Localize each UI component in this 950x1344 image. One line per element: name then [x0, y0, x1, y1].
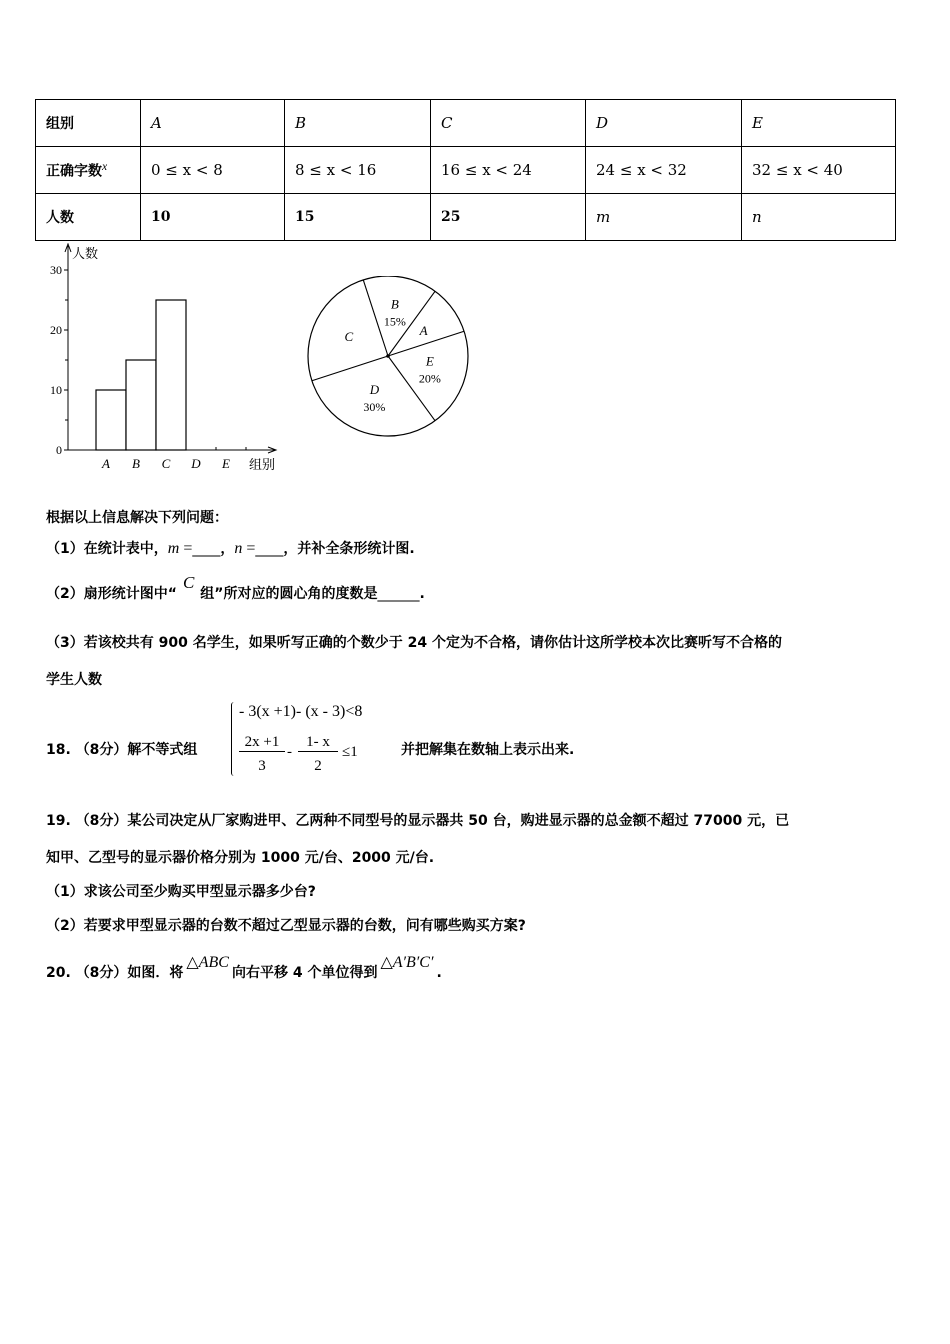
group-cell-e: E	[742, 100, 896, 147]
pie-label-e: E	[425, 353, 434, 369]
question-1	[46, 538, 415, 558]
question-2-mid: 组”所对应的圆心角的度数是	[200, 586, 378, 602]
pie-chart	[300, 276, 480, 446]
row-label-correct-count	[36, 147, 141, 194]
x-tick-label-c: C	[161, 456, 171, 471]
problem-18-label: 18. （8分）解不等式组	[46, 742, 198, 758]
row-label-group: 组别	[36, 100, 141, 147]
y-tick-label: 30	[50, 263, 62, 277]
pie-percent-d: 30%	[363, 399, 386, 414]
pie-percent-e: 20%	[418, 371, 441, 386]
fraction-2-denominator: 2	[314, 758, 322, 774]
pie-label-d: D	[369, 381, 380, 397]
equals-n: =	[242, 540, 256, 557]
x-axis-label: 组别	[249, 457, 276, 472]
separator: ，	[220, 541, 235, 557]
table-row-group	[36, 100, 896, 147]
blank-angle[interactable]: ______	[377, 586, 420, 602]
problem-20-label: 20. （8分）如图．将	[46, 965, 184, 981]
problem-18-suffix: 并把解集在数轴上表示出来.	[401, 742, 575, 758]
blank-n[interactable]: ____	[255, 541, 284, 557]
triangle-abc-prime: △A′B′C′	[380, 954, 434, 971]
intro-text: 根据以上信息解决下列问题：	[46, 510, 228, 526]
row-label-people: 人数	[36, 194, 141, 241]
x-tick-label-d: D	[191, 456, 201, 471]
problem-20-end: .	[436, 965, 442, 981]
problem-19-sub-1: （1）求该公司至少购买甲型显示器多少台?	[46, 884, 316, 900]
question-2-prefix: （2）扇形统计图中“	[46, 586, 177, 602]
problem-19-line-2: 知甲、乙型号的显示器价格分别为 1000 元/台、2000 元/台.	[46, 850, 435, 866]
question-1-suffix: ，并补全条形统计图.	[283, 541, 415, 557]
x-tick-label-e: E	[222, 456, 230, 471]
x-tick-label-b: B	[132, 456, 140, 471]
pie-center	[386, 354, 390, 358]
question-2	[46, 573, 425, 603]
variable-m: m	[167, 540, 180, 557]
range-cell-b: 8 ≤ x < 16	[285, 147, 431, 194]
variable-n: n	[234, 540, 243, 557]
count-cell-c: 25	[431, 194, 586, 241]
question-3-line-2: 学生人数	[46, 672, 102, 688]
y-tick-label: 10	[50, 383, 62, 397]
pie-label-b: B	[390, 296, 399, 312]
equals-m: =	[179, 540, 193, 557]
range-cell-d: 24 ≤ x < 32	[586, 147, 742, 194]
question-1-prefix: （1）在统计表中，	[46, 541, 168, 557]
pie-label-c: C	[344, 329, 354, 345]
x-tick-label-a: A	[102, 456, 110, 471]
range-cell-e: 32 ≤ x < 40	[742, 147, 896, 194]
bar-chart-bars	[96, 300, 186, 450]
range-cell-c: 16 ≤ x < 24	[431, 147, 586, 194]
problem-20-mid: 向右平移 4 个单位得到	[231, 965, 378, 981]
bar-b	[126, 360, 156, 450]
pie-chart-slices	[308, 276, 468, 436]
question-2-end: .	[419, 586, 425, 602]
group-c-label: C	[182, 573, 195, 592]
system-brace	[231, 702, 234, 776]
fraction-1-numerator: 2x +1	[239, 734, 285, 752]
pie-label-a: A	[419, 323, 428, 339]
table-row-range	[36, 147, 896, 194]
blank-m[interactable]: ____	[192, 541, 221, 557]
count-cell-a: 10	[141, 194, 285, 241]
inequality-1: - 3(x +1)- (x - 3)<8	[239, 703, 363, 720]
pie-percent-b: 15%	[383, 314, 406, 329]
group-cell-b: B	[285, 100, 431, 147]
triangle-abc: △ABC	[186, 954, 229, 971]
y-tick-label: 0	[56, 443, 62, 457]
group-cell-a: A	[141, 100, 285, 147]
bar-c	[156, 300, 186, 450]
group-cell-c: C	[431, 100, 586, 147]
count-cell-e: n	[742, 194, 896, 241]
table-row-count	[36, 194, 896, 241]
less-equal-one: ≤1	[342, 744, 358, 760]
question-3-line-1: （3）若该校共有 900 名学生，如果听写正确的个数少于 24 个定为不合格，请你估计这所学校本次比赛听写不合格的	[46, 635, 782, 651]
count-cell-d: m	[586, 194, 742, 241]
problem-19-line-1: 19. （8分）某公司决定从厂家购进甲、乙两种不同型号的显示器共 50 台，购进显示器的总金额不超过 77000 元，已	[46, 813, 790, 829]
y-axis-label: 人数	[72, 246, 99, 261]
fraction-1-denominator: 3	[258, 758, 266, 774]
count-cell-b: 15	[285, 194, 431, 241]
problem-20	[46, 954, 442, 982]
statistics-table	[35, 99, 896, 241]
minus-sign: -	[287, 744, 292, 760]
group-cell-d: D	[586, 100, 742, 147]
row-label-variable: x	[102, 159, 108, 173]
problem-19-sub-2: （2）若要求甲型显示器的台数不超过乙型显示器的台数，问有哪些购买方案?	[46, 918, 526, 934]
row-label-correct-count-text: 正确字数	[46, 163, 102, 180]
bar-a	[96, 390, 126, 450]
bar-chart	[30, 243, 290, 475]
fraction-2-numerator: 1- x	[298, 734, 338, 752]
range-cell-a: 0 ≤ x < 8	[141, 147, 285, 194]
y-tick-label: 20	[50, 323, 62, 337]
